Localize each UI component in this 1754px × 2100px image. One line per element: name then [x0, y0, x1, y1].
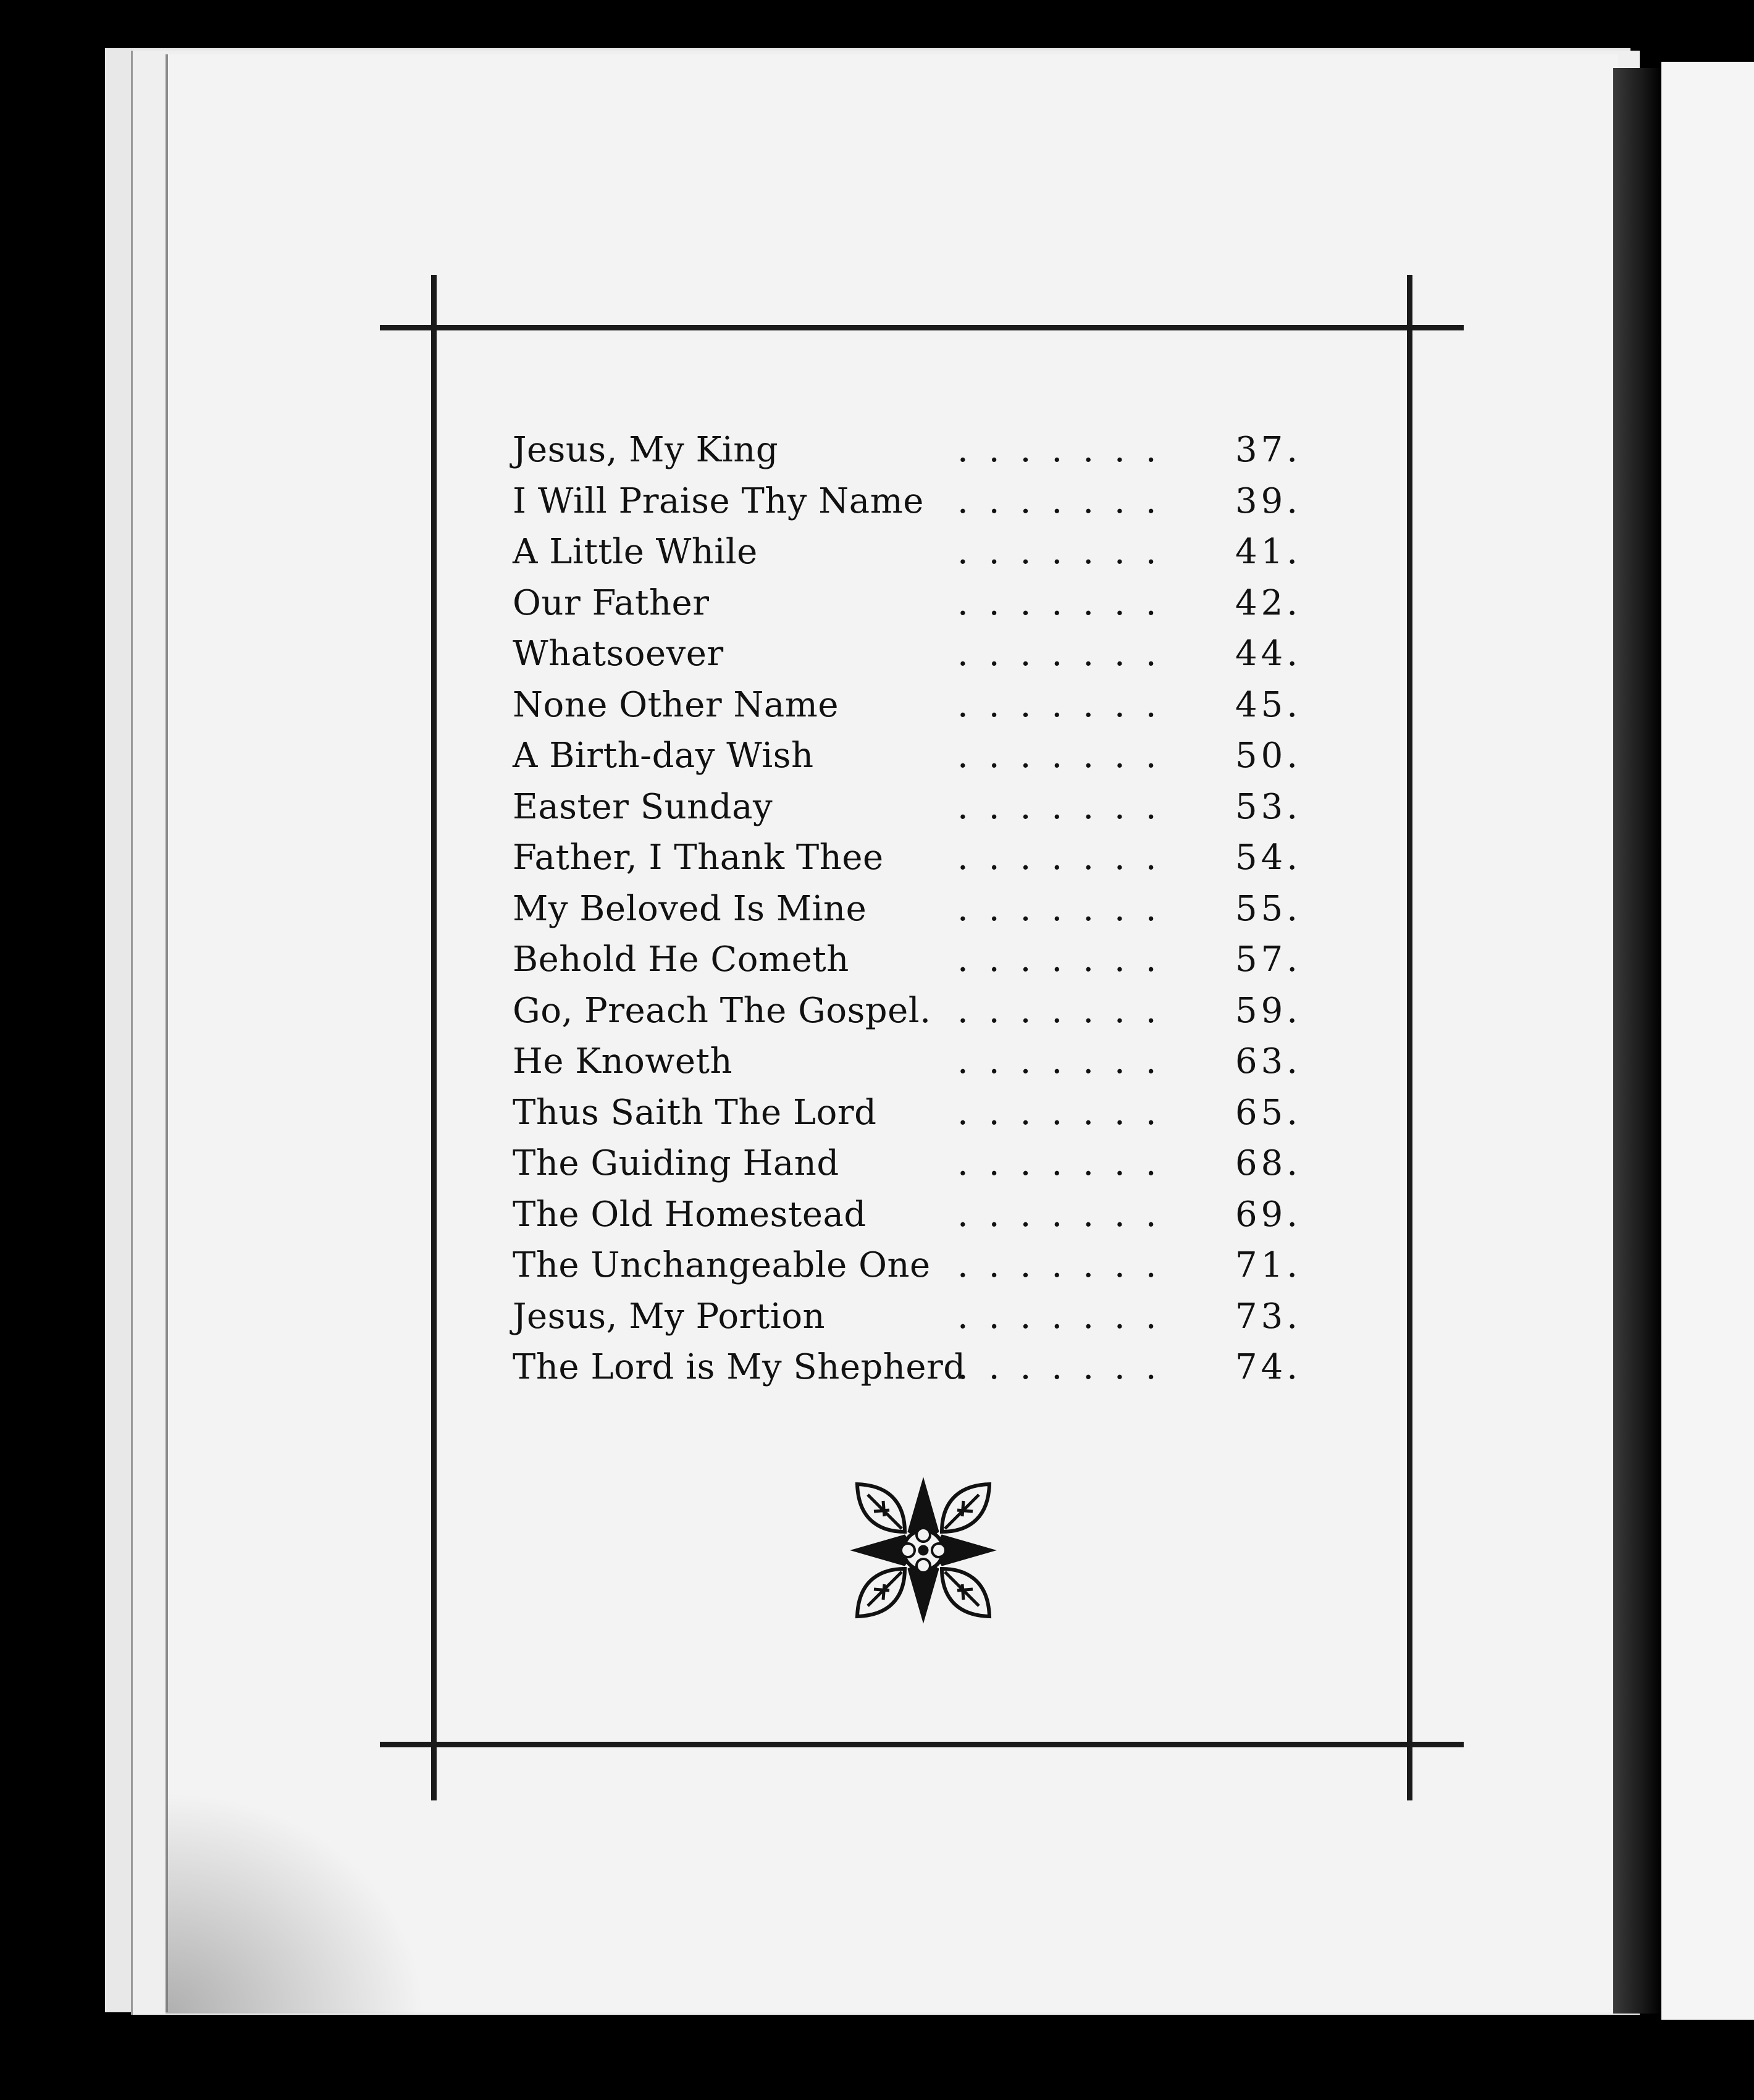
frame-rule-top [380, 325, 1464, 330]
toc-entry [513, 579, 1349, 631]
toc-entry-title: He Knoweth [513, 1041, 733, 1082]
toc-entry-page: 54. [1235, 838, 1302, 878]
toc-entry-page: 57. [1235, 939, 1302, 980]
toc-dot-leader: ....... [957, 736, 1177, 776]
toc-dot-leader: ....... [957, 430, 1177, 470]
toc-entry-page: 37. [1235, 430, 1302, 470]
toc-dot-leader: ....... [957, 939, 1177, 980]
toc-dot-leader: ....... [957, 1041, 1177, 1082]
toc-entry-page: 42. [1235, 582, 1302, 623]
toc-entry-page: 53. [1235, 786, 1302, 827]
toc-entry [513, 1293, 1349, 1344]
toc-dot-leader: ....... [957, 684, 1177, 725]
toc-entry-page: 59. [1235, 990, 1302, 1031]
toc-entry-title: Our Father [513, 582, 710, 623]
toc-dot-leader: ....... [957, 582, 1177, 623]
toc-entry-page: 55. [1235, 888, 1302, 929]
toc-entry [513, 477, 1349, 529]
toc-entry-title: Jesus, My Portion [513, 1296, 826, 1337]
toc-entry-title: Go, Preach The Gospel. [513, 990, 931, 1031]
toc-entry-title: The Unchangeable One [513, 1245, 931, 1285]
toc-dot-leader: ....... [957, 1296, 1177, 1337]
corner-shadow [166, 1791, 425, 2014]
toc-entry [513, 732, 1349, 783]
frame-rule-bottom [380, 1742, 1464, 1747]
toc-entry-title: Whatsoever [513, 634, 724, 674]
toc-dot-leader: ....... [957, 634, 1177, 674]
toc-entry [513, 783, 1349, 834]
toc-entry-title: The Lord is My Shepherd [513, 1347, 966, 1387]
toc-entry-page: 50. [1235, 736, 1302, 776]
toc-entry [513, 1140, 1349, 1191]
toc-entry-page: 68. [1235, 1143, 1302, 1183]
toc-entry-page: 73. [1235, 1296, 1302, 1337]
toc-entry-title: Thus Saith The Lord [513, 1092, 877, 1133]
toc-entry-page: 74. [1235, 1347, 1302, 1387]
toc-entry-title: My Beloved Is Mine [513, 888, 867, 929]
toc-entry-title: Behold He Cometh [513, 939, 849, 980]
toc-entry [513, 630, 1349, 681]
frame-rule-right [1407, 275, 1412, 1800]
toc-entry [513, 681, 1349, 733]
toc-dot-leader: ....... [957, 1245, 1177, 1285]
toc-entry-title: The Old Homestead [513, 1194, 867, 1235]
toc-entry-page: 65. [1235, 1092, 1302, 1133]
toc-entry [513, 834, 1349, 885]
toc-entry [513, 426, 1349, 477]
toc-dot-leader: ....... [957, 532, 1177, 572]
toc-entry [513, 1089, 1349, 1140]
toc-entry [513, 885, 1349, 936]
toc-dot-leader: ....... [957, 1347, 1177, 1387]
toc-entry-page: 71. [1235, 1245, 1302, 1285]
toc-entry-title: Easter Sunday [513, 786, 773, 827]
toc-entry-title: Father, I Thank Thee [513, 838, 884, 878]
toc-entry-title: None Other Name [513, 684, 839, 725]
table-of-contents [513, 426, 1349, 1395]
toc-dot-leader: ....... [957, 1143, 1177, 1183]
toc-entry [513, 936, 1349, 987]
toc-entry-title: I Will Praise Thy Name [513, 481, 924, 521]
floral-ornament-icon [846, 1473, 1001, 1628]
toc-dot-leader: ....... [957, 1194, 1177, 1235]
facing-page-edge [1661, 62, 1754, 2020]
toc-entry-page: 45. [1235, 684, 1302, 725]
toc-dot-leader: ....... [957, 1092, 1177, 1133]
toc-entry [513, 1038, 1349, 1089]
toc-entry-title: A Birth-day Wish [513, 736, 814, 776]
toc-entry [513, 987, 1349, 1038]
toc-dot-leader: ....... [957, 481, 1177, 521]
toc-entry-title: A Little While [513, 532, 758, 572]
toc-entry [513, 1191, 1349, 1242]
toc-entry [513, 1343, 1349, 1395]
toc-dot-leader: ....... [957, 786, 1177, 827]
toc-entry [513, 1241, 1349, 1293]
toc-entry-title: The Guiding Hand [513, 1143, 839, 1183]
toc-entry-page: 41. [1235, 532, 1302, 572]
frame-rule-left [431, 275, 437, 1800]
gutter-shadow [1613, 68, 1661, 2014]
toc-dot-leader: ....... [957, 888, 1177, 929]
toc-dot-leader: ....... [957, 990, 1177, 1031]
toc-dot-leader: ....... [957, 838, 1177, 878]
toc-entry-page: 44. [1235, 634, 1302, 674]
toc-entry-page: 69. [1235, 1194, 1302, 1235]
toc-entry-page: 39. [1235, 481, 1302, 521]
toc-entry-title: Jesus, My King [513, 430, 779, 470]
toc-entry [513, 528, 1349, 579]
toc-entry-page: 63. [1235, 1041, 1302, 1082]
